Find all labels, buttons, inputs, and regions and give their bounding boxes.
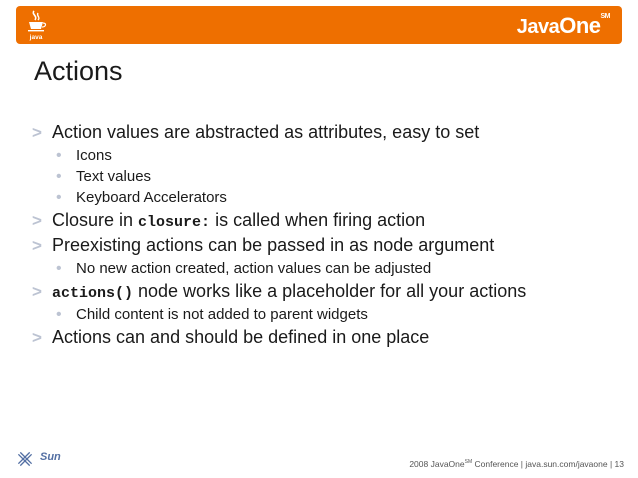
javaone-logo: [517, 13, 610, 39]
bullet-text: Preexisting actions can be passed in as node argument: [52, 235, 495, 255]
sub-bullet-dot-icon: •: [56, 147, 62, 164]
sub-bullet-item: [32, 166, 632, 187]
sub-bullet-text: No new action created, action values can be adjusted: [76, 260, 432, 277]
sub-bullet-dot-icon: •: [56, 306, 62, 323]
bullet-arrow-icon: >: [32, 282, 42, 301]
brand-prefix: Java: [516, 16, 560, 38]
bullet-item: [32, 279, 632, 304]
bullet-text: is called when firing action: [210, 210, 426, 230]
footer: 2008 JavaOne℠ Conference | java.sun.com/javaone | 13: [409, 459, 624, 469]
bullet-item: [32, 325, 632, 350]
bullet-item: [32, 233, 632, 258]
footer-conference-label: Conference: [472, 459, 519, 469]
code-snippet: closure:: [138, 214, 211, 231]
brand-mark: SM: [600, 13, 610, 20]
sun-logo-text: Sun: [40, 451, 61, 463]
footer-conference: 2008 JavaOne: [409, 459, 465, 469]
code-snippet: actions(): [52, 285, 134, 302]
bullet-text: Closure in: [52, 210, 139, 230]
sub-bullet-item: [32, 145, 632, 166]
page-number: 13: [614, 459, 624, 469]
bullet-item: [32, 120, 632, 145]
sub-bullet-dot-icon: •: [56, 189, 62, 206]
bullet-text: node works like a placeholder for all your actions: [133, 281, 527, 301]
sub-bullet-dot-icon: •: [56, 168, 62, 185]
java-logo-text: java: [29, 34, 43, 41]
footer-mark: SM: [464, 459, 473, 466]
bullet-text: Actions can and should be defined in one place: [52, 327, 430, 347]
sub-bullet-dot-icon: •: [56, 260, 62, 277]
footer-url: java.sun.com/javaone: [525, 459, 608, 469]
bullet-arrow-icon: >: [32, 211, 42, 230]
bullet-arrow-icon: >: [32, 123, 42, 142]
sub-bullet-text: Keyboard Accelerators: [76, 189, 227, 206]
bullet-list: [32, 120, 632, 350]
brand-suffix: One: [559, 13, 601, 38]
sub-bullet-item: [32, 187, 632, 208]
sub-bullet-item: [32, 258, 632, 279]
java-cup-icon: [24, 9, 48, 41]
bullet-arrow-icon: >: [32, 236, 42, 255]
bullet-text: Action values are abstracted as attributes, easy to set: [52, 122, 480, 142]
bullet-arrow-icon: >: [32, 328, 42, 347]
header-bar: [16, 6, 622, 44]
sub-bullet-text: Text values: [76, 168, 152, 185]
sub-bullet-item: [32, 304, 632, 325]
sub-bullet-text: Icons: [76, 147, 112, 164]
bullet-item: [32, 208, 632, 233]
slide-title: Actions: [34, 56, 123, 86]
sub-bullet-text: Child content is not added to parent widgets: [76, 306, 368, 323]
